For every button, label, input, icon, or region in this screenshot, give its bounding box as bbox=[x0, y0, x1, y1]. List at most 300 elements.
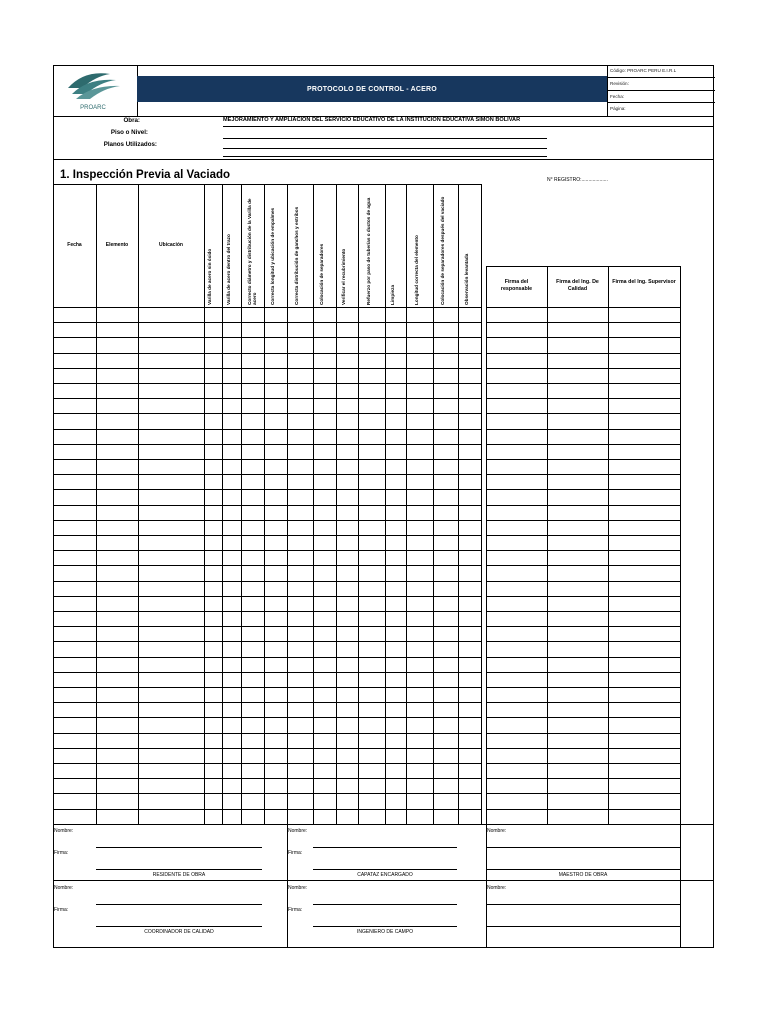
table-cell[interactable] bbox=[406, 565, 433, 580]
table-cell[interactable] bbox=[53, 413, 96, 428]
table-cell[interactable] bbox=[96, 307, 138, 322]
table-cell[interactable] bbox=[336, 337, 358, 352]
table-cell[interactable] bbox=[458, 748, 481, 763]
table-cell[interactable] bbox=[287, 505, 313, 520]
table-cell[interactable] bbox=[204, 429, 222, 444]
table-cell[interactable] bbox=[96, 413, 138, 428]
signature-cell[interactable] bbox=[547, 459, 608, 474]
nombre-field[interactable] bbox=[96, 904, 262, 905]
signature-cell[interactable] bbox=[486, 733, 547, 748]
table-cell[interactable] bbox=[287, 581, 313, 596]
table-cell[interactable] bbox=[287, 733, 313, 748]
table-cell[interactable] bbox=[204, 641, 222, 656]
table-cell[interactable] bbox=[138, 702, 204, 717]
table-cell[interactable] bbox=[241, 368, 264, 383]
table-cell[interactable] bbox=[222, 337, 241, 352]
signature-cell[interactable] bbox=[486, 505, 547, 520]
table-cell[interactable] bbox=[96, 459, 138, 474]
table-cell[interactable] bbox=[406, 429, 433, 444]
signature-cell[interactable] bbox=[608, 809, 680, 824]
table-cell[interactable] bbox=[458, 611, 481, 626]
table-cell[interactable] bbox=[358, 793, 385, 808]
table-cell[interactable] bbox=[433, 353, 458, 368]
table-cell[interactable] bbox=[222, 687, 241, 702]
table-cell[interactable] bbox=[222, 626, 241, 641]
table-cell[interactable] bbox=[433, 520, 458, 535]
table-cell[interactable] bbox=[358, 702, 385, 717]
table-cell[interactable] bbox=[53, 474, 96, 489]
table-cell[interactable] bbox=[406, 626, 433, 641]
table-cell[interactable] bbox=[385, 793, 406, 808]
table-cell[interactable] bbox=[433, 717, 458, 732]
table-cell[interactable] bbox=[222, 505, 241, 520]
table-cell[interactable] bbox=[313, 444, 336, 459]
signature-cell[interactable] bbox=[608, 550, 680, 565]
table-cell[interactable] bbox=[433, 459, 458, 474]
table-cell[interactable] bbox=[264, 626, 287, 641]
table-cell[interactable] bbox=[264, 383, 287, 398]
signature-cell[interactable] bbox=[547, 353, 608, 368]
table-cell[interactable] bbox=[313, 687, 336, 702]
signature-cell[interactable] bbox=[547, 444, 608, 459]
signature-cell[interactable] bbox=[486, 383, 547, 398]
signature-cell[interactable] bbox=[486, 550, 547, 565]
table-cell[interactable] bbox=[53, 672, 96, 687]
table-cell[interactable] bbox=[138, 520, 204, 535]
table-cell[interactable] bbox=[433, 748, 458, 763]
table-cell[interactable] bbox=[406, 368, 433, 383]
table-cell[interactable] bbox=[358, 596, 385, 611]
table-cell[interactable] bbox=[313, 778, 336, 793]
table-cell[interactable] bbox=[385, 322, 406, 337]
signature-cell[interactable] bbox=[486, 687, 547, 702]
table-cell[interactable] bbox=[241, 611, 264, 626]
table-cell[interactable] bbox=[264, 337, 287, 352]
table-cell[interactable] bbox=[358, 535, 385, 550]
table-cell[interactable] bbox=[406, 657, 433, 672]
table-cell[interactable] bbox=[241, 702, 264, 717]
table-cell[interactable] bbox=[458, 489, 481, 504]
table-cell[interactable] bbox=[385, 444, 406, 459]
table-cell[interactable] bbox=[96, 398, 138, 413]
table-cell[interactable] bbox=[336, 322, 358, 337]
table-cell[interactable] bbox=[222, 520, 241, 535]
table-cell[interactable] bbox=[358, 550, 385, 565]
table-cell[interactable] bbox=[222, 535, 241, 550]
table-cell[interactable] bbox=[385, 596, 406, 611]
table-cell[interactable] bbox=[264, 322, 287, 337]
table-cell[interactable] bbox=[96, 353, 138, 368]
table-cell[interactable] bbox=[458, 337, 481, 352]
table-cell[interactable] bbox=[204, 535, 222, 550]
table-cell[interactable] bbox=[385, 535, 406, 550]
table-cell[interactable] bbox=[336, 687, 358, 702]
table-cell[interactable] bbox=[336, 444, 358, 459]
table-cell[interactable] bbox=[313, 505, 336, 520]
table-cell[interactable] bbox=[264, 702, 287, 717]
table-cell[interactable] bbox=[313, 322, 336, 337]
table-cell[interactable] bbox=[433, 793, 458, 808]
table-cell[interactable] bbox=[385, 368, 406, 383]
signature-cell[interactable] bbox=[486, 398, 547, 413]
table-cell[interactable] bbox=[358, 474, 385, 489]
table-cell[interactable] bbox=[433, 809, 458, 824]
table-cell[interactable] bbox=[138, 763, 204, 778]
table-cell[interactable] bbox=[358, 337, 385, 352]
table-cell[interactable] bbox=[138, 809, 204, 824]
table-cell[interactable] bbox=[313, 763, 336, 778]
table-cell[interactable] bbox=[433, 611, 458, 626]
table-cell[interactable] bbox=[458, 550, 481, 565]
table-cell[interactable] bbox=[385, 398, 406, 413]
table-cell[interactable] bbox=[385, 337, 406, 352]
signature-cell[interactable] bbox=[608, 429, 680, 444]
table-cell[interactable] bbox=[358, 398, 385, 413]
table-cell[interactable] bbox=[204, 611, 222, 626]
table-cell[interactable] bbox=[204, 368, 222, 383]
table-cell[interactable] bbox=[264, 748, 287, 763]
table-cell[interactable] bbox=[264, 459, 287, 474]
table-cell[interactable] bbox=[313, 702, 336, 717]
table-cell[interactable] bbox=[138, 657, 204, 672]
table-cell[interactable] bbox=[458, 793, 481, 808]
table-cell[interactable] bbox=[53, 687, 96, 702]
table-cell[interactable] bbox=[204, 444, 222, 459]
table-cell[interactable] bbox=[385, 626, 406, 641]
table-cell[interactable] bbox=[406, 581, 433, 596]
table-cell[interactable] bbox=[336, 778, 358, 793]
table-cell[interactable] bbox=[313, 809, 336, 824]
table-cell[interactable] bbox=[204, 626, 222, 641]
table-cell[interactable] bbox=[336, 489, 358, 504]
table-cell[interactable] bbox=[406, 733, 433, 748]
table-cell[interactable] bbox=[385, 383, 406, 398]
table-cell[interactable] bbox=[241, 657, 264, 672]
table-cell[interactable] bbox=[385, 657, 406, 672]
table-cell[interactable] bbox=[433, 307, 458, 322]
signature-cell[interactable] bbox=[486, 535, 547, 550]
table-cell[interactable] bbox=[264, 474, 287, 489]
signature-cell[interactable] bbox=[547, 429, 608, 444]
table-cell[interactable] bbox=[53, 596, 96, 611]
table-cell[interactable] bbox=[241, 459, 264, 474]
table-cell[interactable] bbox=[222, 717, 241, 732]
signature-cell[interactable] bbox=[608, 459, 680, 474]
table-cell[interactable] bbox=[241, 565, 264, 580]
table-cell[interactable] bbox=[138, 444, 204, 459]
table-cell[interactable] bbox=[96, 550, 138, 565]
table-cell[interactable] bbox=[336, 398, 358, 413]
table-cell[interactable] bbox=[336, 717, 358, 732]
table-cell[interactable] bbox=[53, 550, 96, 565]
table-cell[interactable] bbox=[458, 687, 481, 702]
table-cell[interactable] bbox=[204, 702, 222, 717]
signature-cell[interactable] bbox=[486, 581, 547, 596]
signature-cell[interactable] bbox=[608, 520, 680, 535]
table-cell[interactable] bbox=[53, 793, 96, 808]
table-cell[interactable] bbox=[138, 717, 204, 732]
table-cell[interactable] bbox=[96, 717, 138, 732]
table-cell[interactable] bbox=[287, 307, 313, 322]
signature-cell[interactable] bbox=[547, 398, 608, 413]
firma-field[interactable] bbox=[486, 926, 680, 927]
table-cell[interactable] bbox=[358, 489, 385, 504]
table-cell[interactable] bbox=[385, 581, 406, 596]
table-cell[interactable] bbox=[458, 809, 481, 824]
table-cell[interactable] bbox=[406, 413, 433, 428]
table-cell[interactable] bbox=[336, 505, 358, 520]
table-cell[interactable] bbox=[53, 657, 96, 672]
table-cell[interactable] bbox=[385, 733, 406, 748]
table-cell[interactable] bbox=[458, 505, 481, 520]
table-cell[interactable] bbox=[204, 322, 222, 337]
table-cell[interactable] bbox=[313, 383, 336, 398]
table-cell[interactable] bbox=[241, 733, 264, 748]
table-cell[interactable] bbox=[385, 672, 406, 687]
table-cell[interactable] bbox=[138, 489, 204, 504]
table-cell[interactable] bbox=[204, 459, 222, 474]
table-cell[interactable] bbox=[264, 489, 287, 504]
table-cell[interactable] bbox=[53, 337, 96, 352]
table-cell[interactable] bbox=[287, 474, 313, 489]
signature-cell[interactable] bbox=[547, 489, 608, 504]
signature-cell[interactable] bbox=[608, 474, 680, 489]
table-cell[interactable] bbox=[287, 322, 313, 337]
table-cell[interactable] bbox=[433, 337, 458, 352]
table-cell[interactable] bbox=[287, 687, 313, 702]
table-cell[interactable] bbox=[222, 489, 241, 504]
table-cell[interactable] bbox=[287, 368, 313, 383]
table-cell[interactable] bbox=[138, 413, 204, 428]
table-cell[interactable] bbox=[96, 581, 138, 596]
table-cell[interactable] bbox=[458, 429, 481, 444]
table-cell[interactable] bbox=[406, 809, 433, 824]
table-cell[interactable] bbox=[358, 611, 385, 626]
table-cell[interactable] bbox=[222, 611, 241, 626]
table-cell[interactable] bbox=[204, 398, 222, 413]
signature-cell[interactable] bbox=[486, 368, 547, 383]
table-cell[interactable] bbox=[385, 687, 406, 702]
signature-cell[interactable] bbox=[486, 702, 547, 717]
table-cell[interactable] bbox=[313, 550, 336, 565]
signature-cell[interactable] bbox=[486, 641, 547, 656]
signature-cell[interactable] bbox=[608, 489, 680, 504]
table-cell[interactable] bbox=[287, 809, 313, 824]
table-cell[interactable] bbox=[222, 641, 241, 656]
table-cell[interactable] bbox=[313, 611, 336, 626]
table-cell[interactable] bbox=[313, 413, 336, 428]
signature-cell[interactable] bbox=[608, 368, 680, 383]
table-cell[interactable] bbox=[287, 550, 313, 565]
signature-cell[interactable] bbox=[608, 383, 680, 398]
table-cell[interactable] bbox=[204, 353, 222, 368]
table-cell[interactable] bbox=[385, 809, 406, 824]
signature-cell[interactable] bbox=[608, 702, 680, 717]
table-cell[interactable] bbox=[222, 459, 241, 474]
table-cell[interactable] bbox=[96, 535, 138, 550]
table-cell[interactable] bbox=[264, 413, 287, 428]
table-cell[interactable] bbox=[336, 596, 358, 611]
signature-cell[interactable] bbox=[486, 489, 547, 504]
table-cell[interactable] bbox=[222, 793, 241, 808]
table-cell[interactable] bbox=[204, 793, 222, 808]
table-cell[interactable] bbox=[336, 520, 358, 535]
table-cell[interactable] bbox=[458, 520, 481, 535]
table-cell[interactable] bbox=[313, 489, 336, 504]
signature-cell[interactable] bbox=[608, 641, 680, 656]
table-cell[interactable] bbox=[264, 793, 287, 808]
table-cell[interactable] bbox=[336, 565, 358, 580]
table-cell[interactable] bbox=[287, 641, 313, 656]
table-cell[interactable] bbox=[287, 626, 313, 641]
signature-cell[interactable] bbox=[547, 611, 608, 626]
signature-cell[interactable] bbox=[608, 353, 680, 368]
table-cell[interactable] bbox=[313, 717, 336, 732]
table-cell[interactable] bbox=[53, 702, 96, 717]
table-cell[interactable] bbox=[241, 520, 264, 535]
signature-cell[interactable] bbox=[486, 322, 547, 337]
table-cell[interactable] bbox=[336, 413, 358, 428]
table-cell[interactable] bbox=[204, 717, 222, 732]
table-cell[interactable] bbox=[241, 596, 264, 611]
table-cell[interactable] bbox=[458, 322, 481, 337]
signature-cell[interactable] bbox=[547, 565, 608, 580]
table-cell[interactable] bbox=[406, 337, 433, 352]
signature-cell[interactable] bbox=[486, 778, 547, 793]
table-cell[interactable] bbox=[204, 474, 222, 489]
table-cell[interactable] bbox=[458, 702, 481, 717]
table-cell[interactable] bbox=[138, 733, 204, 748]
signature-cell[interactable] bbox=[608, 657, 680, 672]
signature-cell[interactable] bbox=[547, 778, 608, 793]
table-cell[interactable] bbox=[96, 474, 138, 489]
table-cell[interactable] bbox=[458, 368, 481, 383]
table-cell[interactable] bbox=[222, 307, 241, 322]
table-cell[interactable] bbox=[385, 413, 406, 428]
table-cell[interactable] bbox=[406, 687, 433, 702]
table-cell[interactable] bbox=[138, 793, 204, 808]
table-cell[interactable] bbox=[138, 474, 204, 489]
signature-cell[interactable] bbox=[608, 611, 680, 626]
table-cell[interactable] bbox=[313, 793, 336, 808]
table-cell[interactable] bbox=[406, 672, 433, 687]
table-cell[interactable] bbox=[53, 353, 96, 368]
table-cell[interactable] bbox=[458, 596, 481, 611]
table-cell[interactable] bbox=[385, 641, 406, 656]
table-cell[interactable] bbox=[406, 596, 433, 611]
table-cell[interactable] bbox=[433, 702, 458, 717]
table-cell[interactable] bbox=[138, 505, 204, 520]
table-cell[interactable] bbox=[358, 322, 385, 337]
table-cell[interactable] bbox=[385, 520, 406, 535]
table-cell[interactable] bbox=[458, 778, 481, 793]
table-cell[interactable] bbox=[138, 687, 204, 702]
table-cell[interactable] bbox=[433, 778, 458, 793]
table-cell[interactable] bbox=[264, 505, 287, 520]
table-cell[interactable] bbox=[336, 459, 358, 474]
table-cell[interactable] bbox=[433, 535, 458, 550]
signature-cell[interactable] bbox=[486, 793, 547, 808]
table-cell[interactable] bbox=[264, 641, 287, 656]
table-cell[interactable] bbox=[264, 550, 287, 565]
table-cell[interactable] bbox=[96, 611, 138, 626]
table-cell[interactable] bbox=[138, 550, 204, 565]
signature-cell[interactable] bbox=[608, 535, 680, 550]
table-cell[interactable] bbox=[204, 763, 222, 778]
table-cell[interactable] bbox=[313, 429, 336, 444]
signature-cell[interactable] bbox=[547, 596, 608, 611]
table-cell[interactable] bbox=[241, 809, 264, 824]
table-cell[interactable] bbox=[241, 505, 264, 520]
table-cell[interactable] bbox=[385, 748, 406, 763]
signature-cell[interactable] bbox=[608, 581, 680, 596]
signature-cell[interactable] bbox=[608, 322, 680, 337]
table-cell[interactable] bbox=[53, 307, 96, 322]
signature-cell[interactable] bbox=[486, 611, 547, 626]
table-cell[interactable] bbox=[458, 398, 481, 413]
table-cell[interactable] bbox=[264, 520, 287, 535]
table-cell[interactable] bbox=[313, 733, 336, 748]
table-cell[interactable] bbox=[222, 368, 241, 383]
signature-cell[interactable] bbox=[547, 474, 608, 489]
table-cell[interactable] bbox=[138, 596, 204, 611]
table-cell[interactable] bbox=[264, 307, 287, 322]
table-cell[interactable] bbox=[336, 626, 358, 641]
table-cell[interactable] bbox=[358, 733, 385, 748]
table-cell[interactable] bbox=[204, 520, 222, 535]
signature-cell[interactable] bbox=[486, 413, 547, 428]
table-cell[interactable] bbox=[222, 763, 241, 778]
table-cell[interactable] bbox=[241, 550, 264, 565]
table-cell[interactable] bbox=[358, 626, 385, 641]
signature-cell[interactable] bbox=[486, 763, 547, 778]
table-cell[interactable] bbox=[287, 337, 313, 352]
signature-cell[interactable] bbox=[608, 444, 680, 459]
table-cell[interactable] bbox=[264, 368, 287, 383]
table-cell[interactable] bbox=[264, 581, 287, 596]
signature-cell[interactable] bbox=[547, 581, 608, 596]
signature-cell[interactable] bbox=[608, 748, 680, 763]
table-cell[interactable] bbox=[385, 702, 406, 717]
signature-cell[interactable] bbox=[547, 641, 608, 656]
table-cell[interactable] bbox=[433, 444, 458, 459]
table-cell[interactable] bbox=[458, 626, 481, 641]
signature-cell[interactable] bbox=[608, 687, 680, 702]
table-cell[interactable] bbox=[458, 717, 481, 732]
table-cell[interactable] bbox=[241, 307, 264, 322]
signature-cell[interactable] bbox=[486, 565, 547, 580]
signature-cell[interactable] bbox=[547, 337, 608, 352]
table-cell[interactable] bbox=[222, 429, 241, 444]
table-cell[interactable] bbox=[287, 596, 313, 611]
signature-cell[interactable] bbox=[486, 459, 547, 474]
table-cell[interactable] bbox=[433, 322, 458, 337]
table-cell[interactable] bbox=[336, 307, 358, 322]
table-cell[interactable] bbox=[336, 793, 358, 808]
signature-cell[interactable] bbox=[547, 793, 608, 808]
table-cell[interactable] bbox=[204, 550, 222, 565]
table-cell[interactable] bbox=[264, 596, 287, 611]
table-cell[interactable] bbox=[241, 398, 264, 413]
table-cell[interactable] bbox=[204, 337, 222, 352]
table-cell[interactable] bbox=[204, 307, 222, 322]
table-cell[interactable] bbox=[264, 717, 287, 732]
table-cell[interactable] bbox=[406, 611, 433, 626]
table-cell[interactable] bbox=[336, 383, 358, 398]
table-cell[interactable] bbox=[138, 581, 204, 596]
table-cell[interactable] bbox=[138, 641, 204, 656]
table-cell[interactable] bbox=[241, 322, 264, 337]
